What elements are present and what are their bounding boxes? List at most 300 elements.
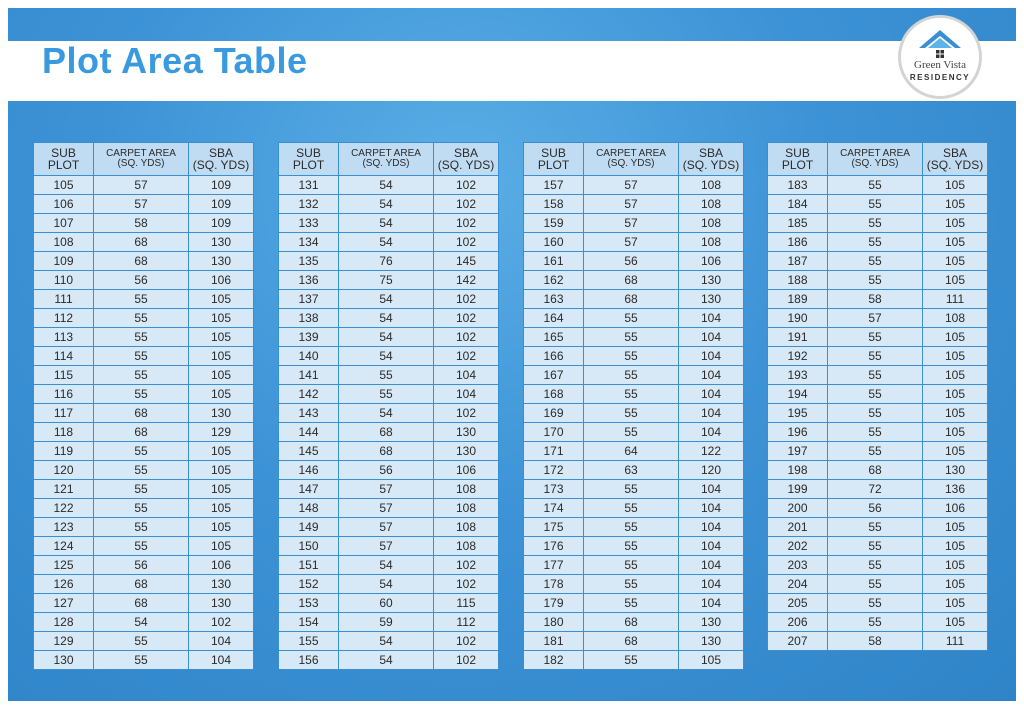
carpet-area-cell: 56 [828,499,923,518]
sba-cell: 130 [189,233,254,252]
sba-cell: 106 [189,556,254,575]
sub-plot-cell: 166 [524,347,584,366]
sba-cell: 104 [679,404,744,423]
sba-cell: 104 [679,385,744,404]
sub-plot-cell: 207 [768,632,828,651]
table-row [34,309,254,328]
carpet-area-cell: 54 [339,404,434,423]
sba-cell: 105 [189,290,254,309]
sba-cell: 145 [434,252,499,271]
carpet-area-cell: 58 [94,214,189,233]
sub-plot-cell: 203 [768,556,828,575]
header-line-top: CARPET AREA [840,148,910,159]
carpet-area-cell: 55 [828,366,923,385]
sba-cell: 105 [923,195,988,214]
table-row [768,328,988,347]
table-row [279,632,499,651]
table-row [279,518,499,537]
carpet-area-cell: 55 [828,233,923,252]
carpet-area-cell: 55 [828,556,923,575]
sub-plot-cell: 129 [34,632,94,651]
sba-cell: 105 [923,385,988,404]
sba-cell: 105 [923,423,988,442]
sba-cell: 105 [923,328,988,347]
table-row [524,233,744,252]
sba-cell: 130 [189,404,254,423]
sba-cell: 109 [189,176,254,195]
carpet-area-cell: 55 [94,309,189,328]
sub-plot-cell: 182 [524,651,584,670]
table-row [34,461,254,480]
carpet-area-cell: 64 [584,442,679,461]
header-line-bottom: PLOT [292,158,325,172]
sub-plot-cell: 118 [34,423,94,442]
sub-plot-cell: 125 [34,556,94,575]
plot-table-4 [767,142,988,651]
page-title: Plot Area Table [42,40,308,81]
sba-cell: 108 [679,233,744,252]
carpet-area-cell: 75 [339,271,434,290]
sba-cell: 105 [923,518,988,537]
sub-plot-cell: 148 [279,499,339,518]
carpet-area-cell: 55 [828,537,923,556]
header-line-top: SUB [51,146,76,160]
sub-plot-cell: 205 [768,594,828,613]
carpet-area-cell: 55 [828,271,923,290]
table-row [279,442,499,461]
carpet-area-cell: 63 [584,461,679,480]
sba-cell: 105 [189,461,254,480]
carpet-area-cell: 68 [94,252,189,271]
sub-plot-cell: 186 [768,233,828,252]
table-row [34,632,254,651]
table-row [524,366,744,385]
carpet-area-cell: 55 [584,423,679,442]
sba-cell: 108 [679,176,744,195]
table-row [279,290,499,309]
carpet-area-cell: 55 [828,252,923,271]
table-row [34,328,254,347]
carpet-area-cell: 55 [828,575,923,594]
carpet-area-cell: 55 [94,366,189,385]
sub-plot-cell: 167 [524,366,584,385]
sub-plot-cell: 154 [279,613,339,632]
table-header-row [524,143,744,176]
table-row [279,537,499,556]
sub-plot-cell: 194 [768,385,828,404]
sba-cell: 102 [434,632,499,651]
sub-plot-cell: 115 [34,366,94,385]
carpet-area-cell: 55 [828,347,923,366]
table-row [34,423,254,442]
sub-plot-cell: 134 [279,233,339,252]
table-row [279,347,499,366]
carpet-area-cell: 55 [584,518,679,537]
carpet-area-cell: 54 [339,290,434,309]
table-row [34,556,254,575]
table-row [768,632,988,651]
sba-header [189,143,254,176]
sub-plot-cell: 179 [524,594,584,613]
table-row [524,556,744,575]
sub-plot-cell: 126 [34,575,94,594]
carpet-area-cell: 54 [339,575,434,594]
sub-plot-cell: 153 [279,594,339,613]
house-roof-icon [919,30,961,60]
carpet-area-cell: 76 [339,252,434,271]
table-row [279,309,499,328]
table-row [524,480,744,499]
sub-plot-cell: 175 [524,518,584,537]
sub-plot-cell: 144 [279,423,339,442]
table-row [34,290,254,309]
sba-cell: 108 [434,537,499,556]
carpet-area-cell: 57 [584,195,679,214]
sub-plot-cell: 163 [524,290,584,309]
carpet-area-cell: 55 [94,347,189,366]
plot-table-3 [523,142,744,670]
table-row [279,214,499,233]
sub-plot-cell: 181 [524,632,584,651]
sub-plot-cell: 190 [768,309,828,328]
table-row [768,176,988,195]
table-row [279,423,499,442]
sub-plot-cell: 170 [524,423,584,442]
carpet-area-cell: 56 [584,252,679,271]
sba-cell: 130 [679,290,744,309]
sba-cell: 105 [189,366,254,385]
table-row [34,366,254,385]
sub-plot-cell: 187 [768,252,828,271]
table-row [768,195,988,214]
sub-plot-cell: 196 [768,423,828,442]
header-line-top: SBA [942,146,967,160]
carpet-area-header [828,143,923,176]
carpet-area-cell: 54 [339,195,434,214]
sub-plot-cell: 180 [524,613,584,632]
sub-plot-cell: 174 [524,499,584,518]
sba-cell: 108 [679,214,744,233]
sba-cell: 104 [679,518,744,537]
sub-plot-cell: 123 [34,518,94,537]
carpet-area-cell: 54 [339,651,434,670]
carpet-area-cell: 58 [828,632,923,651]
table-row [279,480,499,499]
table-row [524,252,744,271]
sub-plot-cell: 108 [34,233,94,252]
sba-cell: 104 [679,594,744,613]
sub-plot-cell: 176 [524,537,584,556]
sub-plot-cell: 192 [768,347,828,366]
sub-plot-cell: 199 [768,480,828,499]
sub-plot-cell: 121 [34,480,94,499]
carpet-area-cell: 54 [339,214,434,233]
header-line-bottom: (SQ. YDS) [362,158,410,169]
carpet-area-cell: 55 [94,632,189,651]
table-row [34,385,254,404]
carpet-area-cell: 57 [339,537,434,556]
carpet-area-cell: 55 [584,309,679,328]
table-row [524,442,744,461]
carpet-area-cell: 55 [584,328,679,347]
logo [898,15,982,99]
table-row [768,290,988,309]
sba-cell: 105 [189,385,254,404]
sba-cell: 130 [434,423,499,442]
sub-plot-cell: 161 [524,252,584,271]
sba-cell: 105 [923,366,988,385]
header-line-top: SBA [453,146,478,160]
sba-cell: 109 [189,214,254,233]
sba-cell: 130 [189,252,254,271]
header-line-top: SUB [785,146,810,160]
logo-name: Green Vista [914,59,966,71]
sba-cell: 130 [923,461,988,480]
carpet-area-cell: 68 [94,594,189,613]
table-row [768,575,988,594]
carpet-area-cell: 55 [828,385,923,404]
sba-cell: 105 [923,613,988,632]
sba-cell: 105 [189,309,254,328]
table-row [768,556,988,575]
table-row [34,233,254,252]
sba-cell: 105 [923,214,988,233]
sub-plot-cell: 169 [524,404,584,423]
sba-cell: 106 [189,271,254,290]
carpet-area-cell: 55 [584,404,679,423]
sub-plot-cell: 109 [34,252,94,271]
sub-plot-cell: 198 [768,461,828,480]
carpet-area-cell: 68 [584,271,679,290]
sub-plot-cell: 136 [279,271,339,290]
carpet-area-cell: 68 [94,423,189,442]
table-row [524,461,744,480]
carpet-area-cell: 68 [94,233,189,252]
table-row [34,195,254,214]
carpet-area-cell: 55 [828,328,923,347]
table-header-row [279,143,499,176]
carpet-area-cell: 68 [828,461,923,480]
sub-plot-cell: 183 [768,176,828,195]
table-row [524,575,744,594]
carpet-area-cell: 57 [584,214,679,233]
table-row [524,290,744,309]
sub-plot-cell: 128 [34,613,94,632]
table-row [768,461,988,480]
table-row [768,423,988,442]
sba-cell: 115 [434,594,499,613]
sub-plot-cell: 106 [34,195,94,214]
carpet-area-cell: 57 [584,233,679,252]
table-row [524,309,744,328]
carpet-area-cell: 57 [94,195,189,214]
sub-plot-cell: 131 [279,176,339,195]
carpet-area-header [339,143,434,176]
header-line-bottom: PLOT [781,158,814,172]
sba-cell: 108 [923,309,988,328]
sub-plot-cell: 172 [524,461,584,480]
header-line-bottom: (SQ. YDS) [192,158,250,172]
header-line-bottom: (SQ. YDS) [607,158,655,169]
sub-plot-cell: 124 [34,537,94,556]
sub-plot-cell: 111 [34,290,94,309]
table-header-row [768,143,988,176]
carpet-area-cell: 55 [94,651,189,670]
sub-plot-cell: 201 [768,518,828,537]
table-row [524,651,744,670]
sba-cell: 106 [679,252,744,271]
sba-cell: 130 [679,632,744,651]
table-row [279,176,499,195]
sba-cell: 105 [923,347,988,366]
table-row [34,176,254,195]
carpet-area-cell: 55 [584,347,679,366]
sba-cell: 104 [679,575,744,594]
sba-cell: 105 [923,404,988,423]
table-row [524,195,744,214]
sba-cell: 111 [923,290,988,309]
carpet-area-cell: 55 [94,499,189,518]
table-row [34,499,254,518]
table-row [768,233,988,252]
sub-plot-cell: 178 [524,575,584,594]
table-row [768,252,988,271]
table-row [524,176,744,195]
sub-plot-cell: 150 [279,537,339,556]
sba-cell: 105 [923,233,988,252]
sub-plot-cell: 147 [279,480,339,499]
carpet-area-cell: 55 [828,195,923,214]
sba-cell: 109 [189,195,254,214]
table-row [34,252,254,271]
carpet-area-cell: 55 [94,290,189,309]
carpet-area-cell: 68 [94,404,189,423]
table-row [768,271,988,290]
table-row [768,613,988,632]
carpet-area-cell: 54 [339,328,434,347]
sub-plot-cell: 193 [768,366,828,385]
table-header-row [34,143,254,176]
sub-plot-cell: 141 [279,366,339,385]
table-row [524,214,744,233]
sba-cell: 102 [434,176,499,195]
table-row [279,271,499,290]
header-line-top: SBA [698,146,723,160]
carpet-area-cell: 55 [94,518,189,537]
table-row [279,651,499,670]
carpet-area-cell: 57 [584,176,679,195]
carpet-area-cell: 68 [584,290,679,309]
sub-plot-cell: 130 [34,651,94,670]
carpet-area-cell: 55 [584,480,679,499]
carpet-area-cell: 55 [339,385,434,404]
table-row [524,594,744,613]
table-row [524,404,744,423]
sba-cell: 108 [434,518,499,537]
sba-cell: 104 [679,480,744,499]
header-line-bottom: (SQ. YDS) [437,158,495,172]
sub-plot-cell: 149 [279,518,339,537]
sba-cell: 104 [679,347,744,366]
table-row [768,309,988,328]
carpet-area-cell: 55 [94,537,189,556]
sub-plot-cell: 110 [34,271,94,290]
sub-plot-cell: 133 [279,214,339,233]
carpet-area-cell: 55 [94,461,189,480]
carpet-area-cell: 57 [828,309,923,328]
table-row [34,518,254,537]
table-row [279,328,499,347]
sub-plot-cell: 158 [524,195,584,214]
sba-cell: 105 [923,271,988,290]
sub-plot-cell: 173 [524,480,584,499]
sub-plot-cell: 120 [34,461,94,480]
carpet-area-header [94,143,189,176]
sub-plot-cell: 142 [279,385,339,404]
sub-plot-cell: 204 [768,575,828,594]
table-row [524,499,744,518]
table-row [279,233,499,252]
carpet-area-cell: 55 [828,176,923,195]
sba-cell: 104 [679,309,744,328]
table-row [524,423,744,442]
sba-cell: 108 [434,499,499,518]
table-row [524,271,744,290]
sub-plot-cell: 152 [279,575,339,594]
plot-table-2 [278,142,499,670]
table-row [279,575,499,594]
carpet-area-cell: 57 [339,480,434,499]
carpet-area-header [584,143,679,176]
carpet-area-cell: 55 [828,442,923,461]
sba-cell: 104 [679,556,744,575]
sba-cell: 136 [923,480,988,499]
table-row [524,328,744,347]
carpet-area-cell: 55 [584,366,679,385]
sub-plot-cell: 156 [279,651,339,670]
table-row [768,518,988,537]
sba-cell: 105 [923,537,988,556]
carpet-area-cell: 55 [94,480,189,499]
sba-cell: 106 [923,499,988,518]
carpet-area-cell: 58 [828,290,923,309]
header-line-bottom: (SQ. YDS) [682,158,740,172]
sub-plot-cell: 143 [279,404,339,423]
carpet-area-cell: 57 [94,176,189,195]
sub-plot-cell: 164 [524,309,584,328]
sub-plot-cell: 105 [34,176,94,195]
header-line-bottom: (SQ. YDS) [851,158,899,169]
carpet-area-cell: 56 [94,556,189,575]
carpet-area-cell: 55 [584,385,679,404]
header-line-bottom: PLOT [537,158,570,172]
sub-plot-cell: 117 [34,404,94,423]
table-row [524,518,744,537]
table-row [34,271,254,290]
carpet-area-cell: 72 [828,480,923,499]
carpet-area-cell: 55 [584,575,679,594]
sba-cell: 142 [434,271,499,290]
sub-plot-cell: 177 [524,556,584,575]
table-row [768,499,988,518]
table-row [34,480,254,499]
table-row [34,214,254,233]
carpet-area-cell: 54 [339,233,434,252]
table-row [34,575,254,594]
sub-plot-header [524,143,584,176]
sba-cell: 105 [189,347,254,366]
carpet-area-cell: 54 [339,347,434,366]
